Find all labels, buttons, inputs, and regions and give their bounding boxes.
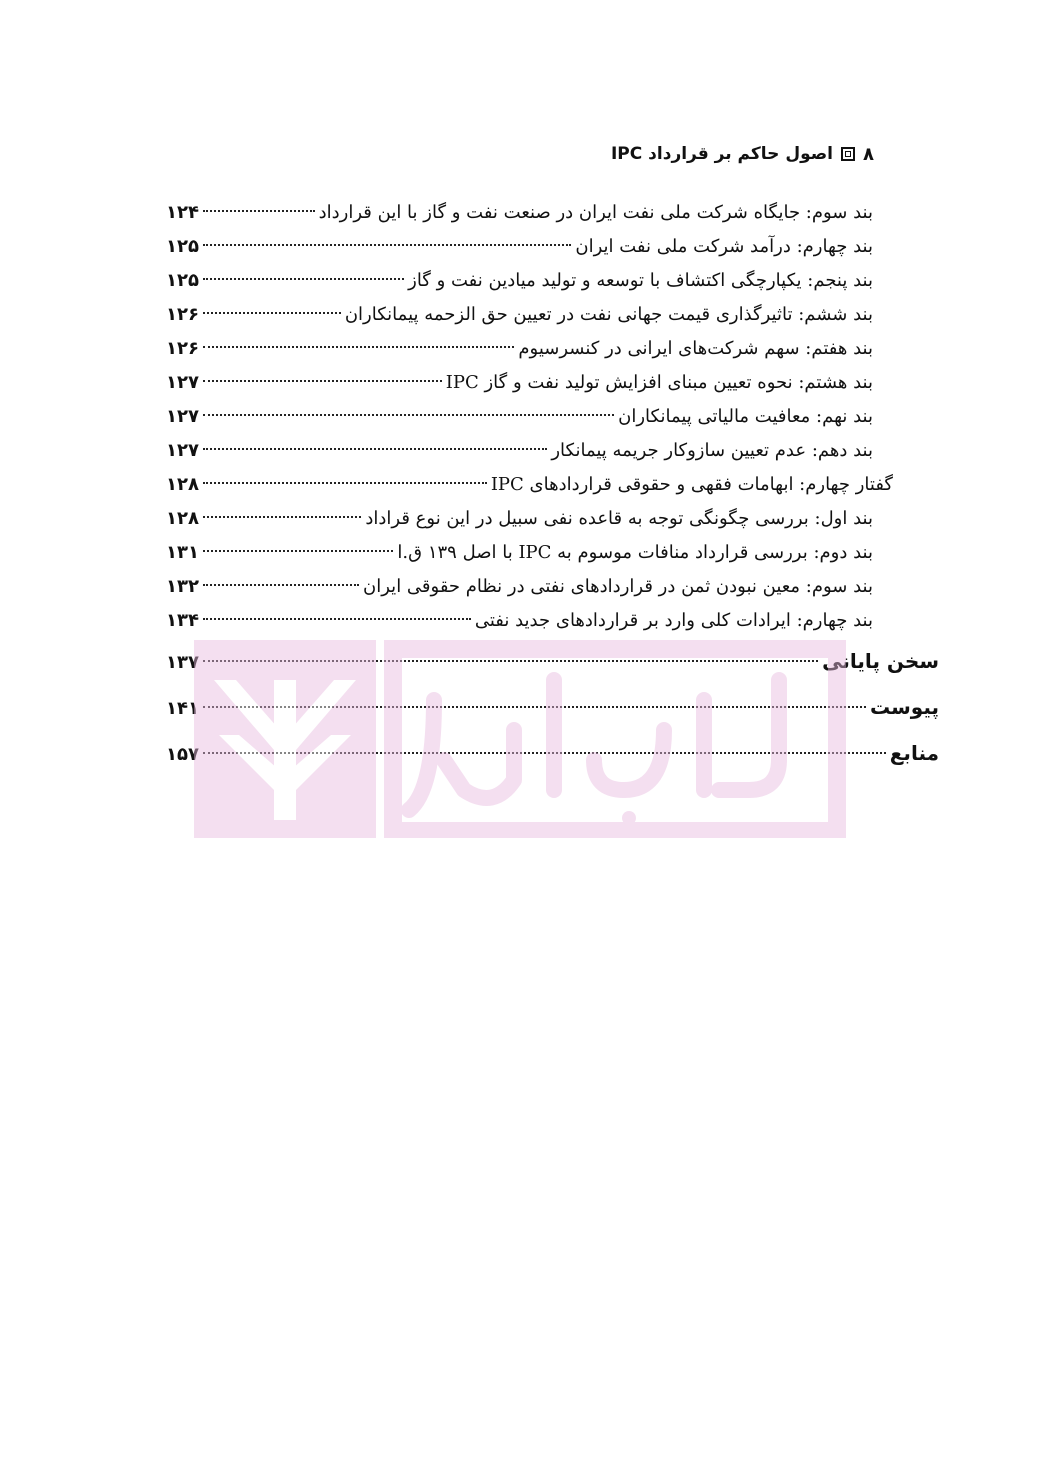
- toc-entry-page: ۱۲۵: [166, 270, 199, 291]
- toc-entry-page: ۱۵۷: [166, 744, 199, 765]
- toc-entry-title: بند دوم: بررسی قرارداد منافات موسوم به IPC با اصل ۱۳۹ ق.ا: [397, 542, 873, 563]
- dot-leader: [203, 448, 547, 450]
- toc-entry-title: بند دهم: عدم تعیین سازوکار جریمه پیمانکار: [551, 440, 873, 461]
- dot-leader: [203, 380, 442, 382]
- toc-entry-page: ۱۳۴: [166, 610, 199, 631]
- toc-entry-page: ۱۳۷: [166, 652, 199, 673]
- toc-entry[interactable]: [166, 332, 873, 366]
- toc-entry-page: ۱۲۴: [166, 202, 199, 223]
- toc-entry-page: ۱۲۶: [166, 304, 199, 325]
- toc-entry[interactable]: [166, 366, 873, 400]
- dot-leader: [203, 516, 361, 518]
- toc-entry-title: بند نهم: معافیت مالیاتی پیمانکاران: [618, 406, 873, 427]
- toc-section-title: گفتار چهارم: ابهامات فقهی و حقوقی قراردادهای IPC: [490, 474, 893, 495]
- toc-entry-page: ۱۲۷: [166, 440, 199, 461]
- toc-entry[interactable]: [166, 298, 873, 332]
- dot-leader: [203, 278, 404, 280]
- dot-leader: [203, 752, 886, 754]
- toc-entry-title: بند سوم: معین نبودن ثمن در قراردادهای نفتی در نظام حقوقی ایران: [363, 576, 873, 597]
- toc-entry[interactable]: [166, 536, 873, 570]
- toc-section-entry[interactable]: [166, 468, 893, 502]
- toc-entry-title: بند چهارم: ایرادات کلی وارد بر قراردادهای جدید نفتی: [474, 610, 873, 631]
- dot-leader: [203, 210, 315, 212]
- toc-entry-page: ۱۴۱: [166, 698, 199, 719]
- dot-leader: [203, 618, 471, 620]
- toc-chapter-title: پیوست: [869, 695, 939, 719]
- toc-entry-page: ۱۲۷: [166, 372, 199, 393]
- toc-entry[interactable]: [166, 434, 873, 468]
- dot-leader: [203, 244, 571, 246]
- dot-leader: [203, 312, 341, 314]
- dot-leader: [203, 414, 614, 416]
- toc-entry-page: ۱۲۶: [166, 338, 199, 359]
- toc-entry-title: بند سوم: جایگاه شرکت ملی نفت ایران در صنعت نفت و گاز با این قرارداد: [318, 202, 873, 223]
- book-title: اصول حاکم بر قرارداد IPC: [610, 144, 833, 164]
- toc-entry-title: بند اول: بررسی چگونگی توجه به قاعده نفی سبیل در این نوع قراداد: [365, 508, 873, 529]
- toc-entry-title: بند ششم: تاثیرگذاری قیمت جهانی نفت در تعیین حق الزحمه پیمانکاران: [344, 304, 873, 325]
- table-of-contents: [166, 196, 939, 776]
- running-header: [165, 140, 874, 168]
- dot-leader: [203, 660, 818, 662]
- toc-entry-page: ۱۲۵: [166, 236, 199, 257]
- toc-entry[interactable]: [166, 400, 873, 434]
- dot-leader: [203, 482, 487, 484]
- dot-leader: [203, 346, 514, 348]
- dot-leader: [203, 584, 359, 586]
- dot-leader: [203, 550, 393, 552]
- toc-entry-page: ۱۲۸: [166, 508, 199, 529]
- toc-entry-title: بند پنجم: یکپارچگی اکتشاف با توسعه و تولید میادین نفت و گاز: [408, 270, 873, 291]
- toc-entry-page: ۱۲۸: [166, 474, 199, 495]
- toc-entry[interactable]: [166, 196, 873, 230]
- toc-chapter-title: سخن پایانی: [822, 649, 939, 673]
- toc-chapter-entry[interactable]: [166, 730, 939, 776]
- toc-entry-title: بند چهارم: درآمد شرکت ملی نفت ایران: [575, 236, 873, 257]
- square-ornament-icon: [841, 147, 855, 161]
- toc-entry[interactable]: [166, 502, 873, 536]
- page-number: ۸: [863, 143, 874, 165]
- toc-entry[interactable]: [166, 570, 873, 604]
- toc-entry[interactable]: [166, 230, 873, 264]
- toc-chapter-title: منابع: [889, 741, 939, 765]
- toc-entry-title: بند هفتم: سهم شرکت‌های ایرانی در کنسرسیوم: [518, 338, 873, 359]
- toc-entry-title: بند هشتم: نحوه تعیین مبنای افزایش تولید نفت و گاز IPC: [445, 372, 873, 393]
- toc-entry-page: ۱۳۱: [166, 542, 199, 563]
- toc-chapter-entry[interactable]: [166, 684, 939, 730]
- toc-chapter-entry[interactable]: [166, 638, 939, 684]
- toc-entry[interactable]: [166, 604, 873, 638]
- toc-entry-page: ۱۳۲: [166, 576, 199, 597]
- toc-entry[interactable]: [166, 264, 873, 298]
- dot-leader: [203, 706, 866, 708]
- toc-entry-page: ۱۲۷: [166, 406, 199, 427]
